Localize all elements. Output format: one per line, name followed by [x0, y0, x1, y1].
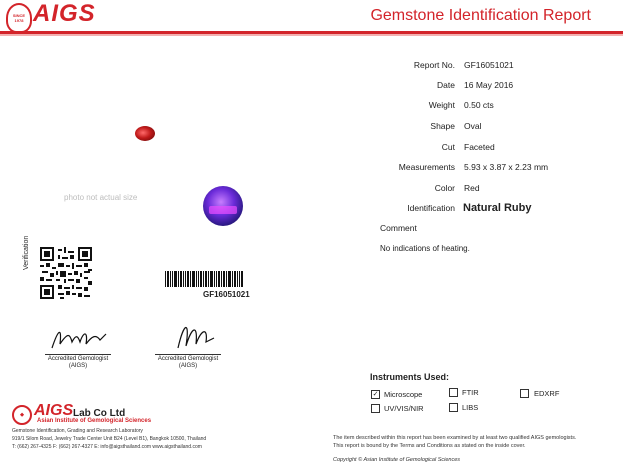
signature-org-2: (AIGS) — [178, 363, 198, 369]
uvvisnir-label: UV/VIS/NIR — [384, 404, 424, 413]
weight-value: 0.50 cts — [464, 100, 494, 110]
signature-caption-2 — [148, 356, 228, 370]
comment-label: Comment — [380, 223, 417, 233]
measurements-value: 5.93 x 3.87 x 2.23 mm — [464, 162, 549, 172]
cut-value: Faceted — [464, 142, 495, 152]
ftir-label: FTIR — [462, 388, 479, 397]
disclaimer-line-1: The item described within this report has been examined by at least two qualified AIGS gemologists. — [333, 435, 577, 441]
identification-value: Natural Ruby — [463, 202, 532, 214]
footer-logo: AIGS — [34, 402, 74, 419]
instruments-title: Instruments Used: — [370, 372, 450, 382]
signature-line-1 — [45, 354, 111, 355]
seal-since-text: SINCE — [12, 13, 26, 18]
header-divider-shadow — [0, 34, 623, 36]
microscope-checkbox[interactable]: ✓ — [372, 391, 379, 398]
hologram-sticker — [203, 186, 243, 226]
footer-institute: Asian Institute of Gemological Sciences — [37, 418, 152, 424]
report-no-value: GF16051021 — [464, 60, 514, 70]
edxrf-checkbox[interactable] — [520, 389, 529, 398]
edxrf-label: EDXRF — [534, 389, 560, 398]
footer-line-1: Gemstone Identification, Grading and Research Laboratory — [12, 428, 143, 434]
aigs-logo-text: AIGS — [33, 0, 96, 27]
microscope-label: Microscope — [384, 390, 423, 399]
measurements-label: Measurements — [398, 162, 455, 172]
comment-text: No indications of heating. — [380, 244, 470, 253]
uvvisnir-checkbox[interactable] — [371, 404, 380, 413]
signature-title-1: Accredited Gemologist — [47, 356, 109, 362]
signature-line-2 — [155, 354, 221, 355]
signature-title-2: Accredited Gemologist — [157, 356, 219, 362]
gem-photo — [135, 126, 155, 141]
footer-line-2: 919/1 Silom Road, Jewelry Trade Center Unit B24 (Level B1), Bangkok 10500, Thailand — [12, 436, 207, 442]
libs-checkbox[interactable] — [449, 403, 458, 412]
date-label: Date — [437, 80, 455, 90]
signature-caption-1 — [38, 356, 118, 370]
report-no-label: Report No. — [413, 60, 455, 70]
libs-label: LIBS — [462, 403, 479, 412]
barcode — [165, 271, 243, 287]
qr-code[interactable] — [40, 247, 92, 299]
photo-note: photo not actual size — [64, 193, 138, 202]
aigs-seal-logo — [6, 3, 32, 33]
cut-label: Cut — [441, 142, 455, 152]
verification-label: Verification — [23, 235, 30, 270]
signature-org-1: (AIGS) — [68, 363, 88, 369]
barcode-number: GF16051021 — [203, 290, 250, 299]
signature-2 — [170, 318, 220, 354]
ftir-checkbox[interactable] — [449, 388, 458, 397]
footer-seal-icon: ◆ — [12, 405, 32, 425]
disclaimer-line-2: This report is bound by the Terms and Conditions as stated on the inside cover. — [333, 443, 526, 449]
shape-label: Shape — [430, 121, 455, 131]
identification-label: Identification — [407, 203, 455, 213]
color-value: Red — [464, 183, 480, 193]
footer-line-3: T: (662) 267-4325 F: (662) 267-4327 E: info@aigsthailand.com www.aigsthailand.com — [12, 444, 202, 450]
color-label: Color — [434, 183, 455, 193]
footer-company: Lab Co Ltd — [73, 408, 126, 419]
report-title: Gemstone Identification Report — [370, 7, 591, 24]
weight-label: Weight — [428, 100, 455, 110]
signature-1 — [48, 322, 110, 354]
date-value: 16 May 2016 — [464, 80, 514, 90]
shape-value: Oval — [464, 121, 482, 131]
copyright-text: Copyright © Asian Institute of Gemological Sciences — [333, 457, 461, 463]
seal-year-text: 1978 — [14, 18, 24, 23]
